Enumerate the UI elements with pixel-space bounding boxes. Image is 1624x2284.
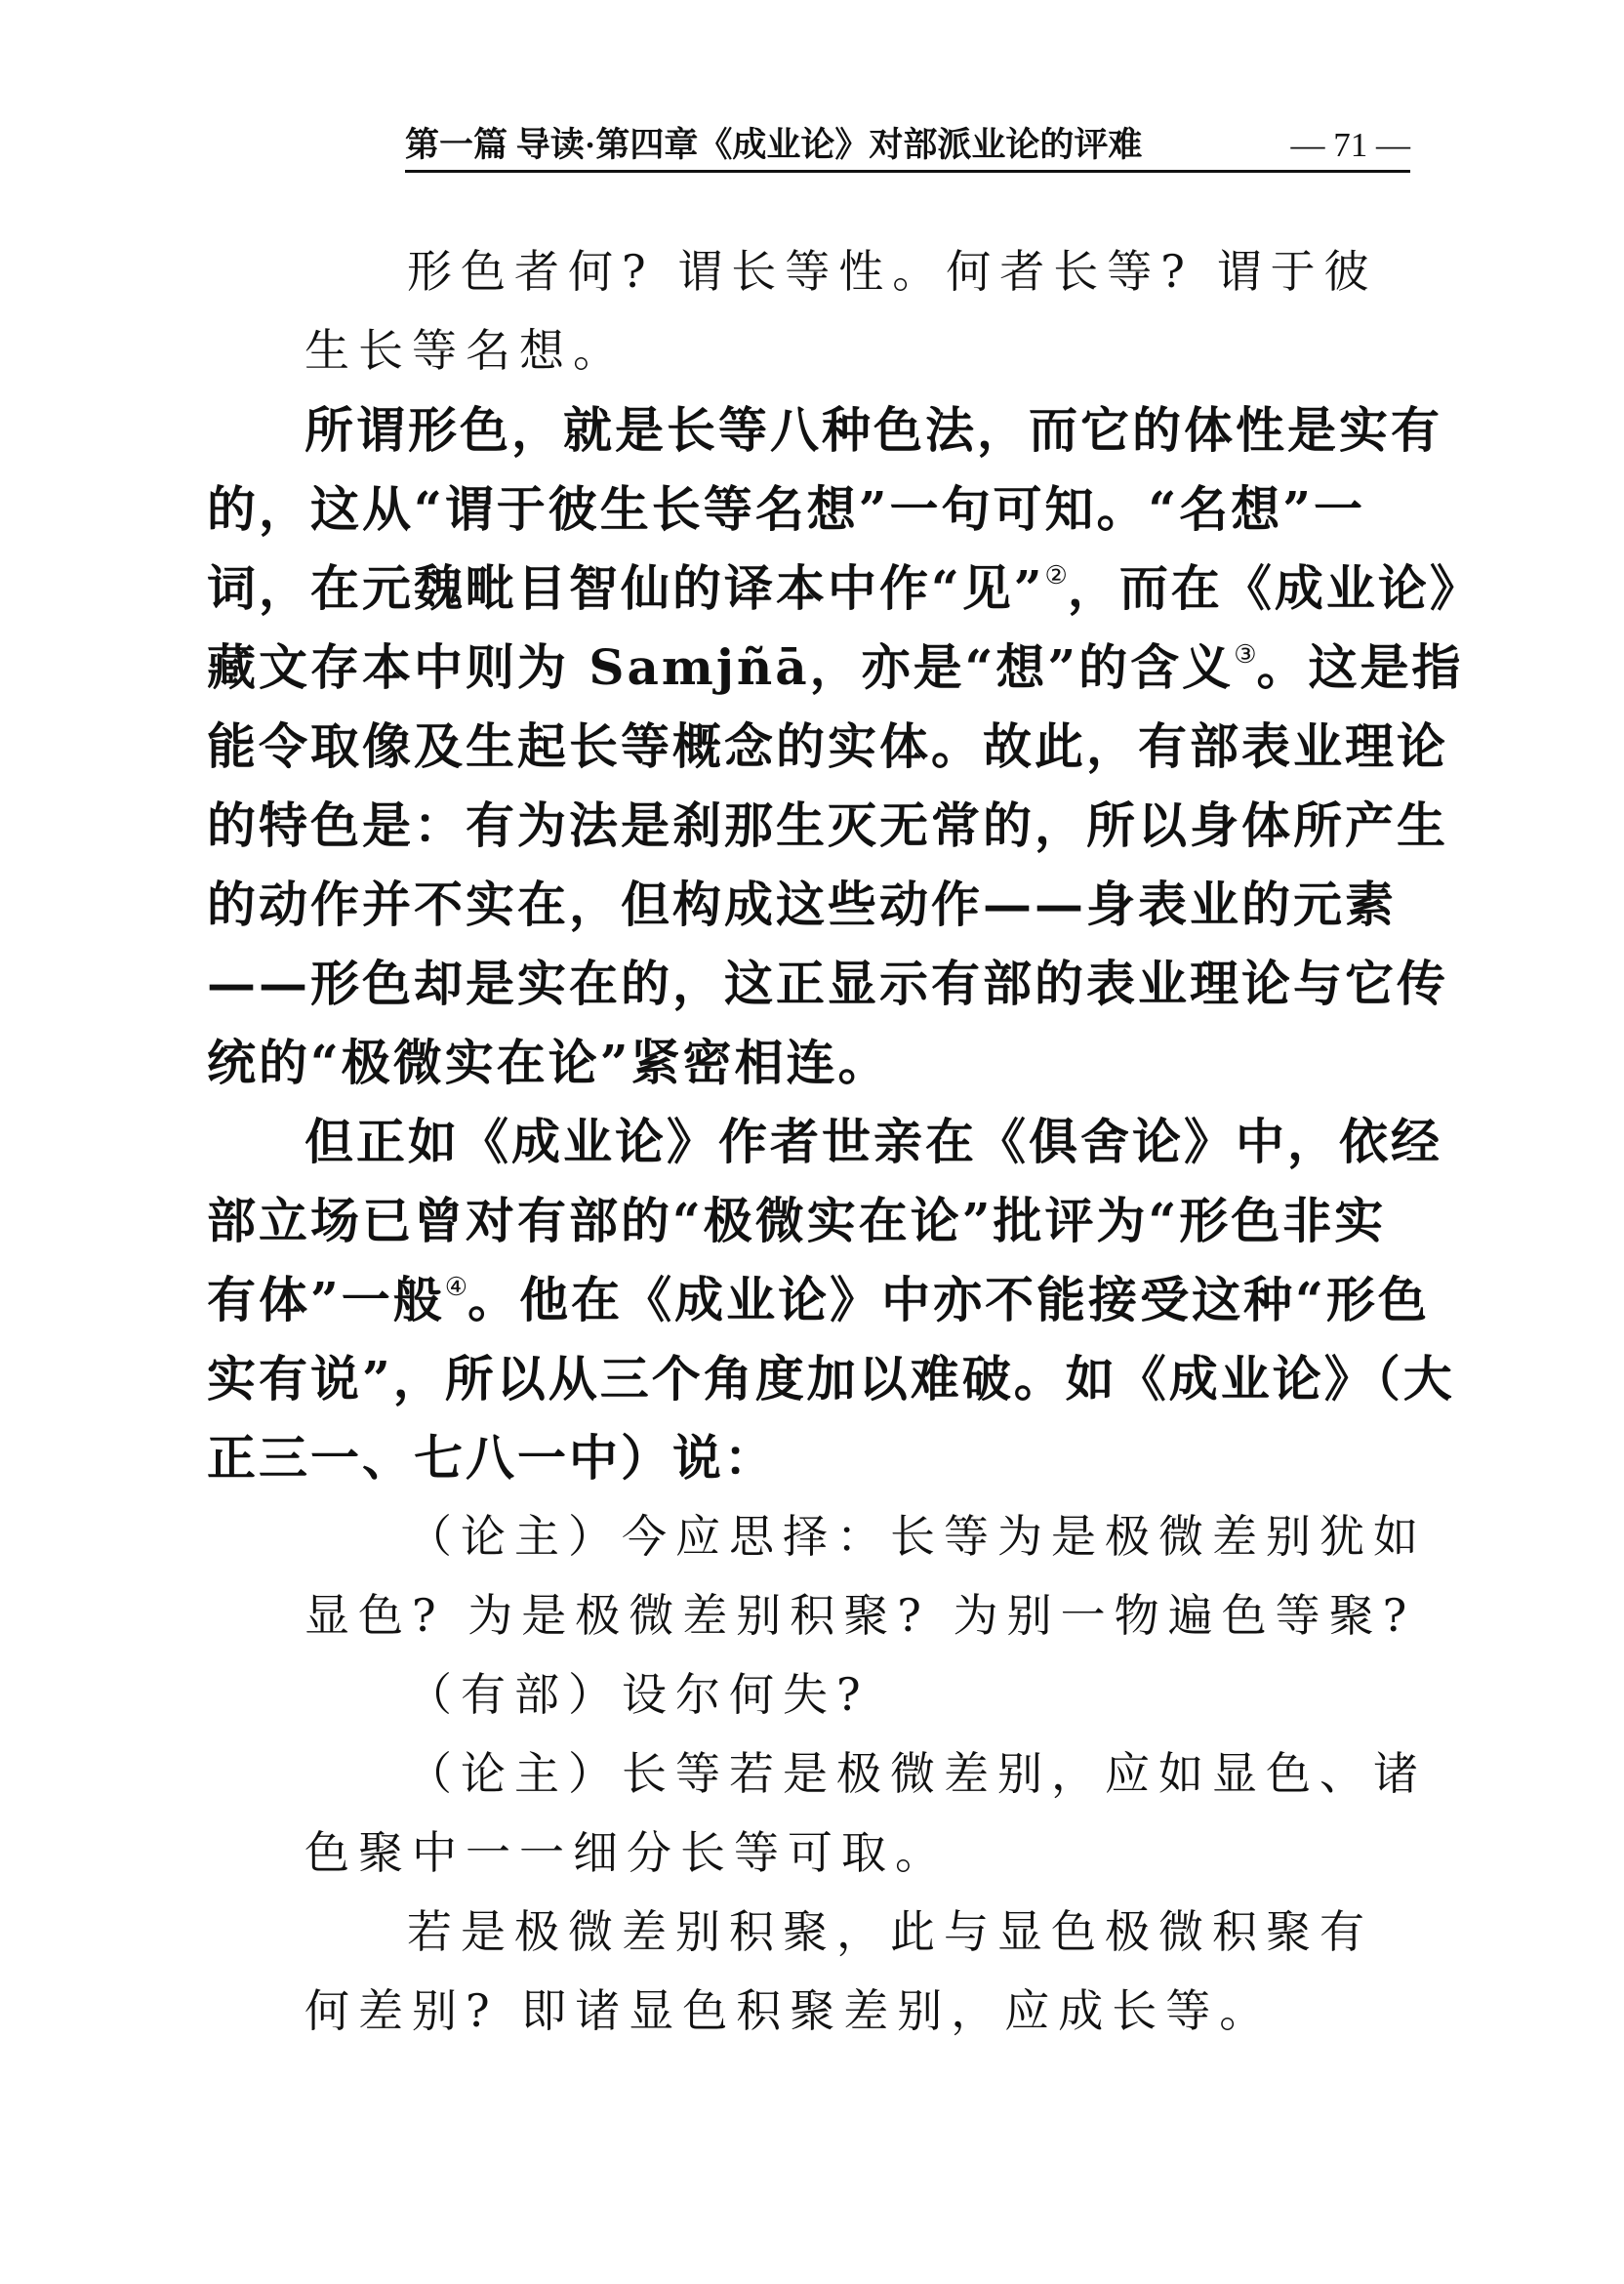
paragraph-line: 的特色是：有为法是刹那生灭无常的，所以身体所产生 [207, 796, 1448, 854]
quotation-line: （有部）设尔何失? [407, 1668, 870, 1721]
quotation-line: 形色者何? 谓长等性。何者长等? 谓于彼 [407, 245, 1378, 298]
paragraph-line: 统的“极微实在论”紧密相连。 [207, 1034, 890, 1091]
page-body [207, 232, 1482, 2051]
quotation-line: 显色? 为是极微差别积聚? 为别一物遍色等聚? [304, 1589, 1416, 1642]
quotation-line: 若是极微差别积聚，此与显色极微积聚有 [407, 1905, 1373, 1958]
paragraph-line [207, 549, 1482, 628]
footnote-ref[interactable]: ④ [444, 1273, 468, 1302]
quotation-line: 生长等名想。 [304, 324, 627, 377]
paragraph-line: 能令取像及生起长等概念的实体。故此，有部表业理论 [207, 717, 1448, 775]
footnote-ref[interactable]: ③ [1234, 640, 1257, 670]
page-number: — 71 — [1290, 126, 1410, 164]
footnote-ref[interactable]: ② [1044, 561, 1068, 591]
quotation-line: 何差别? 即诸显色积聚差别，应成长等。 [304, 1984, 1274, 2037]
text-run: 。这是指 [1256, 638, 1464, 696]
paragraph-line: ——形色却是实在的，这正显示有部的表业理论与它传 [207, 955, 1448, 1012]
text-run: 词，在元魏毗目智仙的译本中作“见” [207, 559, 1045, 617]
text-run: 有体”一般 [207, 1271, 445, 1328]
quotation-line: （论主）长等若是极微差别，应如显色、诸 [407, 1747, 1427, 1800]
text-run: ，而在《成业论》 [1067, 559, 1482, 617]
paragraph-line: 所谓形色，就是长等八种色法，而它的体性是实有 [304, 401, 1442, 459]
paragraph-line [207, 628, 1464, 707]
paragraph-line: 正三一、七八一中）说： [207, 1429, 776, 1487]
running-head-title: 第一篇 导读·第四章《成业论》对部派业论的评难 [405, 126, 1143, 164]
paragraph-line: 的，这从“谓于彼生长等名想”一句可知。“名想”一 [207, 480, 1366, 538]
paragraph-line: 的动作并不实在，但构成这些动作——身表业的元素 [207, 876, 1397, 933]
quotation-line: 色聚中一一细分长等可取。 [304, 1826, 949, 1879]
quotation-line: （论主）今应思择：长等为是极微差别犹如 [407, 1510, 1427, 1563]
text-run: 。他在《成业论》中亦不能接受这种“形色 [467, 1271, 1430, 1328]
paragraph-line: 实有说”，所以从三个角度加以难破。如《成业论》（大 [207, 1350, 1455, 1407]
paragraph-line: 但正如《成业论》作者世亲在《俱舍论》中，依经 [304, 1113, 1442, 1170]
text-run: 藏文存本中则为 Samjñā，亦是“想”的含义 [207, 638, 1235, 696]
paragraph-line [207, 1260, 1430, 1339]
running-head [405, 121, 1410, 173]
paragraph-line: 部立场已曾对有部的“极微实在论”批评为“形色非实 [207, 1192, 1387, 1249]
